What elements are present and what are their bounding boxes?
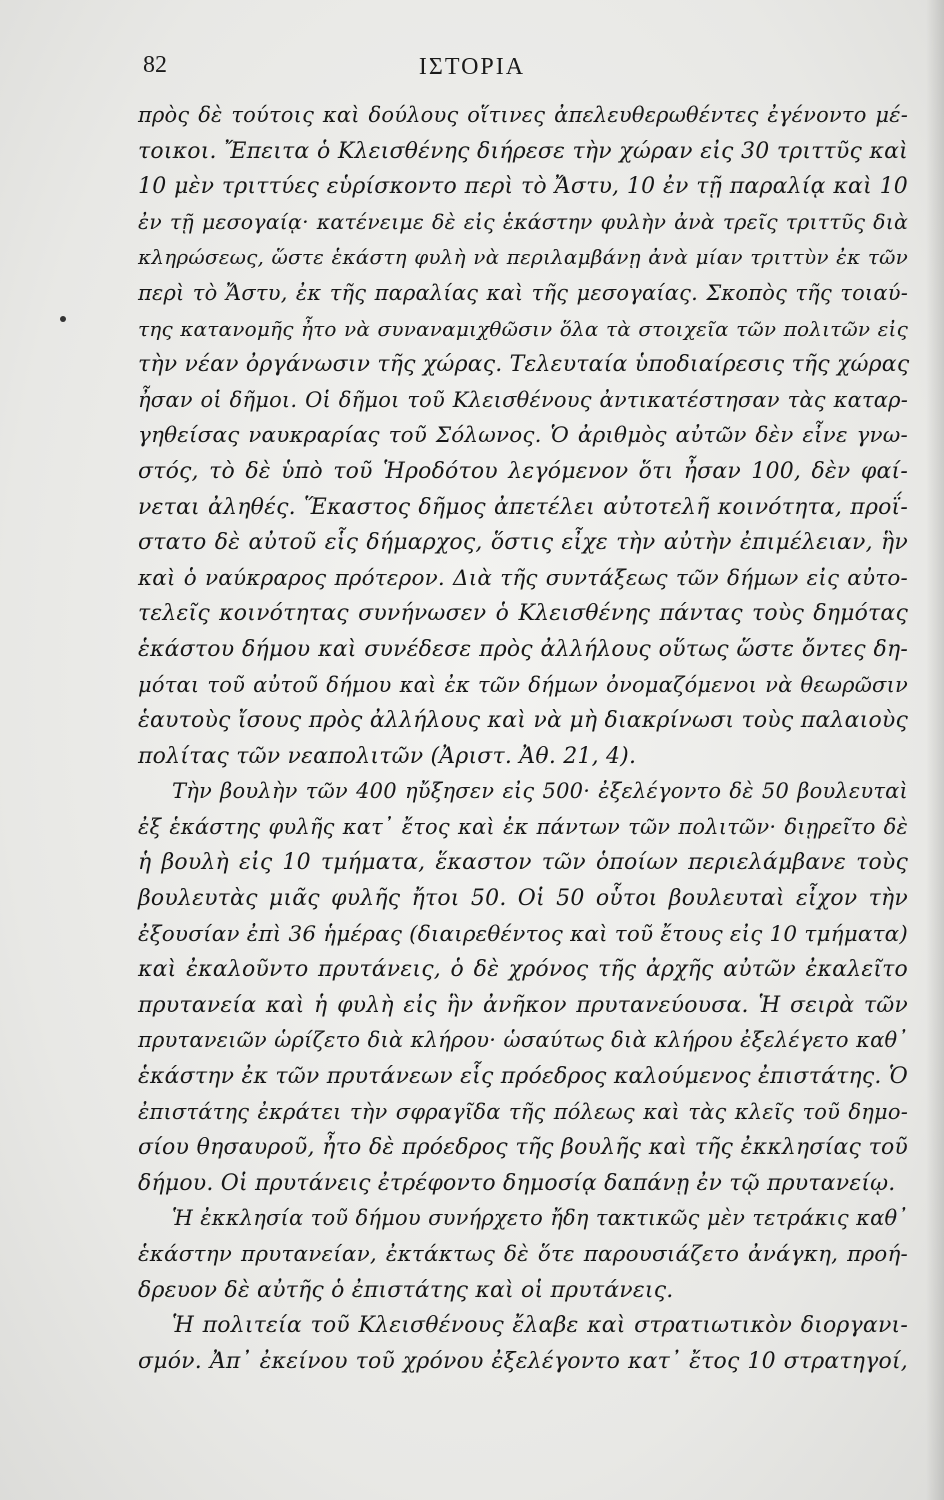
text-line: τοικοι. Ἔπειτα ὁ Κλεισθένης διήρεσε τὴν χώραν εἰς 30 τριττῦς καὶ [138, 138, 908, 164]
body-text [138, 98, 908, 1379]
text-line: τελεῖς κοινότητας συνήνωσεν ὁ Κλεισθένης πάντας τοὺς δημότας [138, 601, 908, 627]
text-line: ἐξ ἑκάστης φυλῆς κατ᾿ ἔτος καὶ ἐκ πάντων τῶν πολιτῶν· διῃρεῖτο δὲ [138, 814, 908, 839]
text-line: κληρώσεως, ὥστε ἑκάστη φυλὴ νὰ περιλαμβάνῃ ἀνὰ μίαν τριττὺν ἐκ τῶν [138, 245, 908, 270]
text-line: πρυτανειῶν ὡρίζετο διὰ κλήρου· ὡσαύτως διὰ κλήρου ἐξελέγετο καθ᾿ [138, 1028, 908, 1053]
running-title: ΙΣΤΟΡΙΑ [418, 54, 526, 80]
text-line: βουλευτὰς μιᾶς φυλῆς ἤτοι 50. Οἱ 50 οὗτοι βουλευταὶ εἶχον τὴν [138, 886, 908, 912]
text-line: ἑκάστην ἐκ τῶν πρυτάνεων εἷς πρόεδρος καλούμενος ἐπιστάτης. Ὁ [138, 1064, 908, 1090]
page-edge-shadow [926, 0, 944, 1500]
text-line: μόται τοῦ αὐτοῦ δήμου καὶ ἐκ τῶν δήμων ὀνομαζόμενοι νὰ θεωρῶσιν [138, 672, 908, 697]
paragraph-end-line: πολίτας τῶν νεαπολιτῶν (Ἀριστ. Ἀθ. 21, 4). [138, 743, 637, 769]
page-number: 82 [143, 52, 167, 78]
text-line: ἑκάστην πρυτανείαν, ἐκτάκτως δὲ ὅτε παρουσιάζετο ἀνάγκη, προή- [138, 1242, 908, 1267]
text-line: ἦσαν οἱ δῆμοι. Οἱ δῆμοι τοῦ Κλεισθένους ἀντικατέστησαν τὰς καταρ- [138, 387, 908, 412]
text-line: ἐν τῇ μεσογαίᾳ· κατένειμε δὲ εἰς ἑκάστην φυλὴν ἀνὰ τρεῖς τριττῦς διὰ [138, 209, 908, 234]
text-line: ἡ βουλὴ εἰς 10 τμήματα, ἕκαστον τῶν ὁποίων περιελάμβανε τοὺς [138, 850, 908, 876]
page-header [0, 52, 944, 92]
text-line: τὴν νέαν ὀργάνωσιν τῆς χώρας. Τελευταία ὑποδιαίρεσις τῆς χώρας [138, 352, 910, 378]
text-line: περὶ τὸ Ἄστυ, ἐκ τῆς παραλίας καὶ τῆς μεσογαίας. Σκοπὸς τῆς τοιαύ- [138, 280, 908, 305]
paragraph-end-line: δήμου. Οἱ πρυτάνεις ἐτρέφοντο δημοσίᾳ δαπάνῃ ἐν τῷ πρυτανείῳ. [138, 1170, 896, 1196]
text-line: 10 μὲν τριττύες εὑρίσκοντο περὶ τὸ Ἄστυ, 10 ἐν τῇ παραλίᾳ καὶ 10 [138, 174, 908, 200]
text-line: πρυτανεία καὶ ἡ φυλὴ εἰς ἣν ἀνῆκον πρυτανεύουσα. Ἡ σειρὰ τῶν [138, 992, 908, 1018]
paragraph-end-line: δρευον δὲ αὐτῆς ὁ ἐπιστάτης καὶ οἱ πρυτάνεις. [138, 1277, 674, 1303]
paragraph-start-line: Τὴν βουλὴν τῶν 400 ηὔξησεν εἰς 500· ἐξελέγοντο δὲ 50 βουλευταὶ [172, 779, 908, 804]
text-line: της κατανομῆς ἦτο νὰ συναναμιχθῶσιν ὅλα τὰ στοιχεῖα τῶν πολιτῶν εἰς [138, 316, 908, 341]
text-line: ἐξουσίαν ἐπὶ 36 ἡμέρας (διαιρεθέντος καὶ τοῦ ἔτους εἰς 10 τμήματα) [138, 921, 908, 947]
text-line: ἑαυτοὺς ἴσους πρὸς ἀλλήλους καὶ νὰ μὴ διακρίνωσι τοὺς παλαιοὺς [138, 708, 908, 734]
text-line: καὶ ὁ ναύκραρος πρότερον. Διὰ τῆς συντάξεως τῶν δήμων εἰς αὐτο- [138, 565, 908, 591]
paragraph-start-line: Ἡ πολιτεία τοῦ Κλεισθένους ἔλαβε καὶ στρατιωτικὸν διοργανι- [172, 1313, 908, 1339]
text-line: ἑκάστου δήμου καὶ συνέδεσε πρὸς ἀλλήλους οὕτως ὥστε ὄντες δη- [138, 636, 908, 662]
text-line: πρὸς δὲ τούτοις καὶ δούλους οἵτινες ἀπελευθερωθέντες ἐγένοντο μέ- [138, 103, 908, 127]
text-line: στατο δὲ αὐτοῦ εἷς δήμαρχος, ὅστις εἶχε τὴν αὐτὴν ἐπιμέλειαν, ἣν [138, 530, 908, 556]
text-line: ἐπιστάτης ἐκράτει τὴν σφραγῖδα τῆς πόλεως καὶ τὰς κλεῖς τοῦ δημο- [138, 1099, 908, 1124]
text-line: σμόν. Ἀπ᾿ ἐκείνου τοῦ χρόνου ἐξελέγοντο κατ᾿ ἔτος 10 στρατηγοί, [138, 1348, 908, 1374]
text-line: καὶ ἐκαλοῦντο πρυτάνεις, ὁ δὲ χρόνος τῆς ἀρχῆς αὐτῶν ἐκαλεῖτο [138, 957, 908, 983]
text-line: σίου θησαυροῦ, ἦτο δὲ πρόεδρος τῆς βουλῆς καὶ τῆς ἐκκλησίας τοῦ [138, 1135, 908, 1161]
text-line: στός, τὸ δὲ ὑπὸ τοῦ Ἡροδότου λεγόμενον ὅτι ἦσαν 100, δὲν φαί- [138, 458, 908, 484]
text-line: νεται ἀληθές. Ἕκαστος δῆμος ἀπετέλει αὐτοτελῆ κοινότητα, προΐ- [138, 494, 908, 520]
text-line: γηθείσας ναυκραρίας τοῦ Σόλωνος. Ὁ ἀριθμὸς αὐτῶν δὲν εἶνε γνω- [138, 423, 908, 449]
paragraph-start-line: Ἡ ἐκκλησία τοῦ δήμου συνήρχετο ἤδη τακτικῶς μὲν τετράκις καθ᾿ [172, 1206, 908, 1231]
margin-mark [60, 316, 66, 322]
